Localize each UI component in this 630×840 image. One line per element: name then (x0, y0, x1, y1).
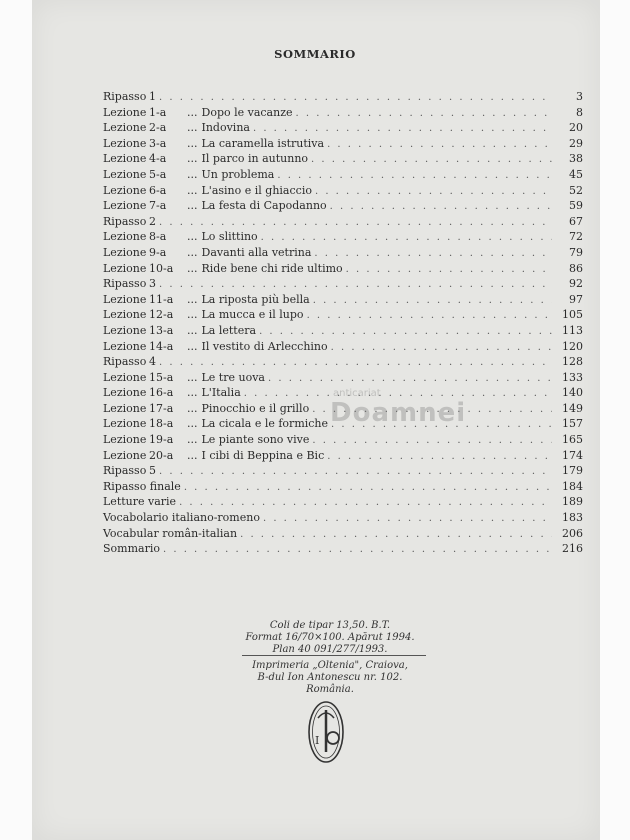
entry-kind: Lezione (103, 183, 147, 197)
entry-number: 17-a (149, 401, 174, 415)
entry-ellipsis: ... (187, 152, 198, 166)
leader-dots (259, 326, 552, 337)
printer-info (230, 660, 430, 696)
entry-ellipsis: ... (187, 245, 198, 259)
entry-title: Il vestito di Arlecchino (201, 339, 328, 353)
entry-kind: Ripasso (103, 90, 147, 103)
entry-page-number: 97 (569, 292, 583, 306)
entry-kind: Lezione (103, 370, 147, 384)
entry-title: Il parco in autunno (201, 152, 309, 166)
entry-ellipsis: ... (187, 417, 198, 431)
entry-number: 3-a (149, 136, 167, 150)
entry-kind: Lezione (103, 152, 147, 166)
print-line: Format 16/70×100. Apărut 1994. (245, 632, 415, 643)
toc-entry (103, 371, 583, 387)
leader-dots (327, 139, 552, 150)
table-of-contents (103, 90, 583, 558)
leader-dots (261, 232, 552, 243)
entry-page-number: 128 (562, 355, 583, 369)
toc-entry (103, 184, 583, 200)
entry-kind: Ripasso (103, 277, 147, 291)
entry-ellipsis: ... (187, 230, 198, 244)
entry-title: La mucca e il lupo (201, 308, 304, 322)
entry-number: 1-a (149, 105, 167, 119)
entry-page-number: 157 (562, 417, 583, 431)
entry-title: Lo slittino (201, 230, 258, 244)
entry-number: 6-a (149, 183, 167, 197)
toc-entry (103, 308, 583, 324)
entry-page-number: 189 (562, 495, 583, 509)
entry-kind: Lezione (103, 323, 147, 337)
entry-kind: Ripasso (103, 464, 147, 478)
entry-title: Le tre uova (201, 370, 265, 384)
entry-title: Le piante sono vive (201, 433, 310, 447)
entry-kind: Lezione (103, 136, 147, 150)
entry-ellipsis: ... (187, 199, 198, 213)
entry-kind: Ripasso (103, 214, 147, 228)
watermark: Doamnei (330, 398, 467, 428)
entry-title: La lettera (201, 323, 257, 337)
entry-kind: Vocabolario italiano-romeno (103, 511, 260, 525)
entry-page-number: 184 (562, 479, 583, 493)
toc-entry (103, 324, 583, 340)
leader-dots (159, 357, 552, 368)
entry-number: 3 (149, 277, 156, 291)
watermark-top: anticariat (333, 388, 381, 399)
entry-ellipsis: ... (187, 167, 198, 181)
entry-page-number: 92 (569, 277, 583, 291)
entry-page-number: 140 (562, 386, 583, 400)
entry-number: 19-a (149, 433, 174, 447)
toc-entry (103, 495, 583, 511)
entry-kind: Lezione (103, 105, 147, 119)
toc-entry (103, 168, 583, 184)
entry-kind: Ripasso finale (103, 479, 181, 493)
entry-kind: Lezione (103, 308, 147, 322)
entry-title: Dopo le vacanze (201, 105, 293, 119)
toc-entry (103, 121, 583, 137)
entry-number: 5 (149, 464, 156, 478)
entry-page-number: 216 (562, 542, 583, 556)
toc-entry (103, 542, 583, 558)
entry-title: La riposta più bella (201, 292, 310, 306)
toc-entry (103, 215, 583, 231)
entry-ellipsis: ... (187, 136, 198, 150)
toc-entry (103, 355, 583, 371)
toc-entry (103, 511, 583, 527)
toc-entry (103, 527, 583, 543)
entry-kind: Lezione (103, 401, 147, 415)
entry-number: 9-a (149, 245, 167, 259)
entry-number: 13-a (149, 323, 174, 337)
page-title: SOMMARIO (274, 47, 356, 61)
entry-number: 2 (149, 214, 156, 228)
leader-dots (268, 373, 552, 384)
entry-page-number: 29 (569, 136, 583, 150)
divider (242, 655, 426, 656)
entry-title: Pinocchio e il grillo (201, 401, 310, 415)
print-info (230, 620, 430, 656)
leader-dots (159, 279, 552, 290)
toc-entry (103, 293, 583, 309)
printer-line: România. (306, 684, 354, 695)
toc-entry (103, 449, 583, 465)
leader-dots (240, 529, 552, 540)
leader-dots (184, 482, 552, 493)
entry-page-number: 120 (562, 339, 583, 353)
leader-dots (311, 154, 552, 165)
leader-dots (253, 123, 552, 134)
entry-page-number: 206 (562, 526, 583, 540)
entry-kind: Lezione (103, 261, 147, 275)
entry-page-number: 38 (569, 152, 583, 166)
entry-title: Un problema (201, 167, 275, 181)
entry-ellipsis: ... (187, 183, 198, 197)
entry-title: I cibi di Beppina e Bic (201, 448, 325, 462)
entry-page-number: 8 (576, 105, 583, 119)
entry-title: La cicala e le formiche (201, 417, 329, 431)
leader-dots (313, 295, 552, 306)
entry-kind: Lezione (103, 245, 147, 259)
entry-page-number: 174 (562, 448, 583, 462)
leader-dots (327, 451, 552, 462)
entry-kind: Lezione (103, 386, 147, 400)
print-line: Plan 40 091/277/1993. (272, 644, 388, 655)
entry-kind: Lezione (103, 448, 147, 462)
entry-kind: Lezione (103, 230, 147, 244)
toc-entry (103, 152, 583, 168)
toc-entry (103, 137, 583, 153)
entry-number: 15-a (149, 370, 174, 384)
entry-ellipsis: ... (187, 370, 198, 384)
entry-ellipsis: ... (187, 121, 198, 135)
leader-dots (159, 92, 552, 103)
entry-ellipsis: ... (187, 339, 198, 353)
entry-page-number: 3 (576, 90, 583, 103)
entry-number: 7-a (149, 199, 167, 213)
entry-title: L'Italia (201, 386, 241, 400)
leader-dots (159, 466, 552, 477)
print-line: Coli de tipar 13,50. B.T. (269, 620, 391, 631)
leader-dots (277, 170, 552, 181)
toc-entry (103, 262, 583, 278)
entry-page-number: 165 (562, 433, 583, 447)
entry-ellipsis: ... (187, 308, 198, 322)
entry-number: 2-a (149, 121, 167, 135)
entry-title: Davanti alla vetrina (201, 245, 312, 259)
toc-entry (103, 340, 583, 356)
entry-page-number: 183 (562, 511, 583, 525)
entry-number: 14-a (149, 339, 174, 353)
entry-page-number: 105 (562, 308, 583, 322)
entry-ellipsis: ... (187, 292, 198, 306)
entry-number: 18-a (149, 417, 174, 431)
entry-kind: Lezione (103, 121, 147, 135)
entry-ellipsis: ... (187, 401, 198, 415)
entry-title: La caramella istrutiva (201, 136, 325, 150)
entry-number: 12-a (149, 308, 174, 322)
entry-title: L'asino e il ghiaccio (201, 183, 312, 197)
toc-entry (103, 433, 583, 449)
toc-entry (103, 230, 583, 246)
leader-dots (307, 310, 552, 321)
entry-ellipsis: ... (187, 433, 198, 447)
entry-page-number: 133 (562, 370, 583, 384)
entry-kind: Vocabular român-italian (103, 526, 238, 540)
entry-page-number: 52 (569, 183, 583, 197)
entry-page-number: 149 (562, 401, 583, 415)
entry-kind: Ripasso (103, 355, 147, 369)
entry-ellipsis: ... (187, 105, 198, 119)
entry-ellipsis: ... (187, 448, 198, 462)
entry-title: Ride bene chi ride ultimo (201, 261, 343, 275)
leader-dots (331, 342, 552, 353)
svg-text:I: I (315, 734, 320, 747)
toc-entry (103, 90, 583, 106)
toc-entry (103, 199, 583, 215)
entry-number: 1 (149, 90, 156, 103)
toc-entry (103, 464, 583, 480)
entry-page-number: 179 (562, 464, 583, 478)
leader-dots (163, 544, 552, 555)
leader-dots (315, 186, 552, 197)
entry-ellipsis: ... (187, 261, 198, 275)
entry-number: 11-a (149, 292, 174, 306)
entry-page-number: 113 (562, 323, 583, 337)
toc-entry (103, 277, 583, 293)
entry-page-number: 86 (569, 261, 583, 275)
entry-kind: Lezione (103, 167, 147, 181)
printer-line: Imprimeria „Oltenia", Craiova, (252, 660, 408, 671)
entry-page-number: 79 (569, 245, 583, 259)
leader-dots (296, 108, 552, 119)
entry-kind: Lezione (103, 433, 147, 447)
leader-dots (346, 264, 552, 275)
entry-kind: Lezione (103, 292, 147, 306)
leader-dots (263, 513, 552, 524)
entry-page-number: 45 (569, 167, 583, 181)
toc-entry (103, 480, 583, 496)
entry-number: 5-a (149, 167, 167, 181)
entry-title: La festa di Capodanno (201, 199, 327, 213)
entry-number: 20-a (149, 448, 174, 462)
leader-dots (312, 435, 552, 446)
entry-kind: Lezione (103, 339, 147, 353)
toc-entry (103, 106, 583, 122)
entry-page-number: 67 (569, 214, 583, 228)
entry-kind: Sommario (103, 542, 160, 556)
leader-dots (159, 217, 552, 228)
leader-dots (179, 497, 552, 508)
entry-ellipsis: ... (187, 386, 198, 400)
leader-dots (330, 201, 552, 212)
entry-number: 10-a (149, 261, 174, 275)
entry-number: 4-a (149, 152, 167, 166)
leader-dots (314, 248, 552, 259)
entry-kind: Lezione (103, 199, 147, 213)
entry-page-number: 72 (569, 230, 583, 244)
entry-title: Indovina (201, 121, 250, 135)
entry-page-number: 59 (569, 199, 583, 213)
entry-kind: Letture varie (103, 495, 177, 509)
entry-kind: Lezione (103, 417, 147, 431)
toc-entry (103, 246, 583, 262)
publisher-logo-icon (306, 700, 346, 764)
entry-number: 16-a (149, 386, 174, 400)
entry-page-number: 20 (569, 121, 583, 135)
entry-ellipsis: ... (187, 323, 198, 337)
printer-line: B-dul Ion Antonescu nr. 102. (257, 672, 403, 683)
entry-number: 8-a (149, 230, 167, 244)
entry-number: 4 (149, 355, 156, 369)
